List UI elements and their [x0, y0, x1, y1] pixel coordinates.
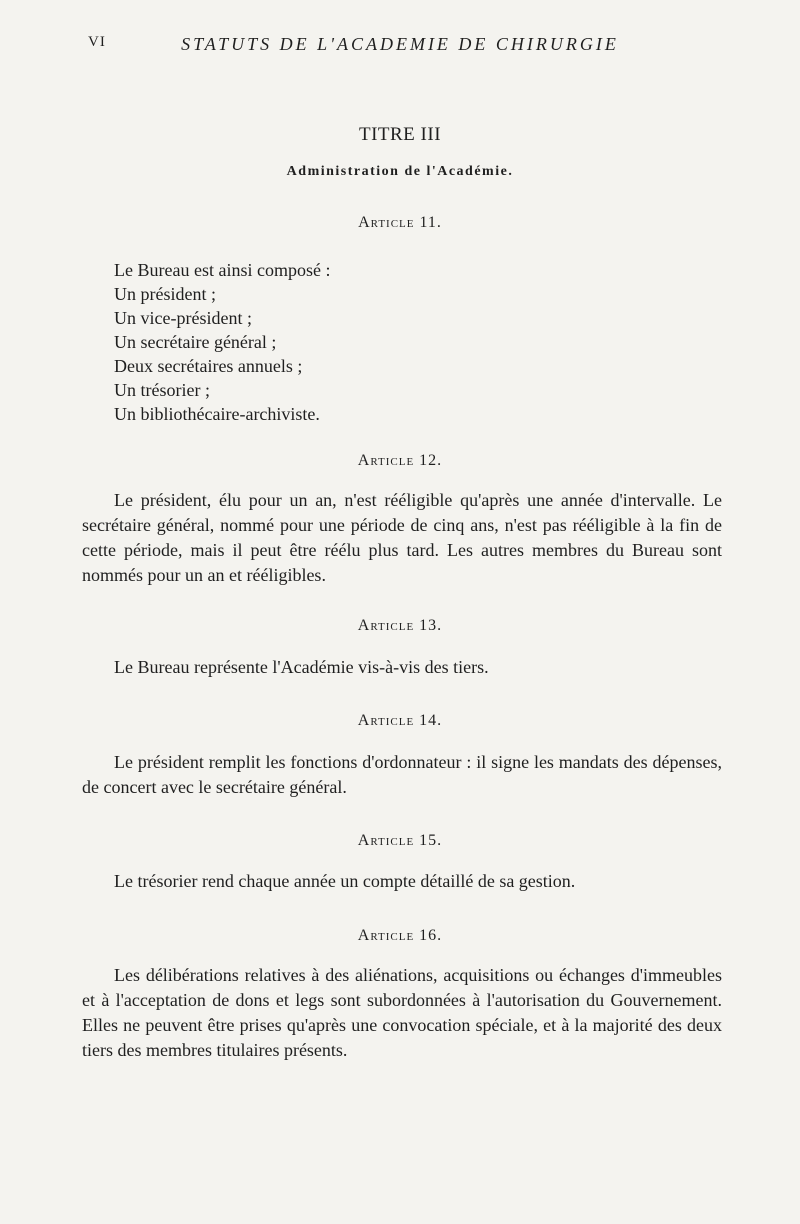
page-header: [0, 34, 800, 58]
article-13-heading: Article 13.: [357, 617, 443, 634]
list-item: Un président ;: [114, 284, 216, 304]
list-item: Deux secrétaires annuels ;: [114, 356, 303, 376]
article-15-heading: Article 15.: [357, 832, 443, 849]
list-item: Un bibliothécaire-archiviste.: [114, 404, 320, 424]
list-item: Un secrétaire général ;: [114, 332, 277, 352]
page-number: VI: [88, 34, 106, 50]
running-title: STATUTS DE L'ACADEMIE DE CHIRURGIE: [181, 34, 619, 54]
list-item: Un vice-président ;: [114, 308, 252, 328]
article-11-heading: Article 11.: [358, 214, 442, 231]
article-11-list: [114, 258, 330, 426]
list-item: Un trésorier ;: [114, 380, 210, 400]
article-15-text: Le trésorier rend chaque année un compte détaillé de sa gestion.: [114, 871, 576, 891]
article-12-heading: Article 12.: [357, 452, 443, 469]
article-14-text: Le président remplit les fonctions d'ordonnateur : il signe les mandats des dépenses, de concert avec le secrétaire général.: [82, 752, 722, 797]
section-title: TITRE III: [358, 124, 442, 145]
article-16-text: Les délibérations relatives à des aliénations, acquisitions ou échanges d'immeubles et à l'acceptation de dons et legs sont subordonnées à l'autorisation du Gouvernement. Elles ne peuvent être prises qu'après une convocation spéciale, et à la majorité des deux tiers des membres titulaires présents.: [82, 965, 722, 1060]
article-16-heading: Article 16.: [357, 927, 443, 944]
article-11-intro: Le Bureau est ainsi composé :: [114, 260, 331, 280]
section-subtitle: Administration de l'Académie.: [286, 164, 514, 179]
article-14-heading: Article 14.: [357, 712, 443, 729]
article-12-text: Le président, élu pour un an, n'est rééligible qu'après une année d'intervalle. Le secrétaire général, nommé pour une période de cinq ans, n'est pas rééligible à la fin de cette période, mais il peut être réélu plus tard. Les autres membres du Bureau sont nommés pour un an et rééligibles.: [82, 490, 722, 585]
article-13-text: Le Bureau représente l'Académie vis-à-vis des tiers.: [114, 657, 489, 677]
